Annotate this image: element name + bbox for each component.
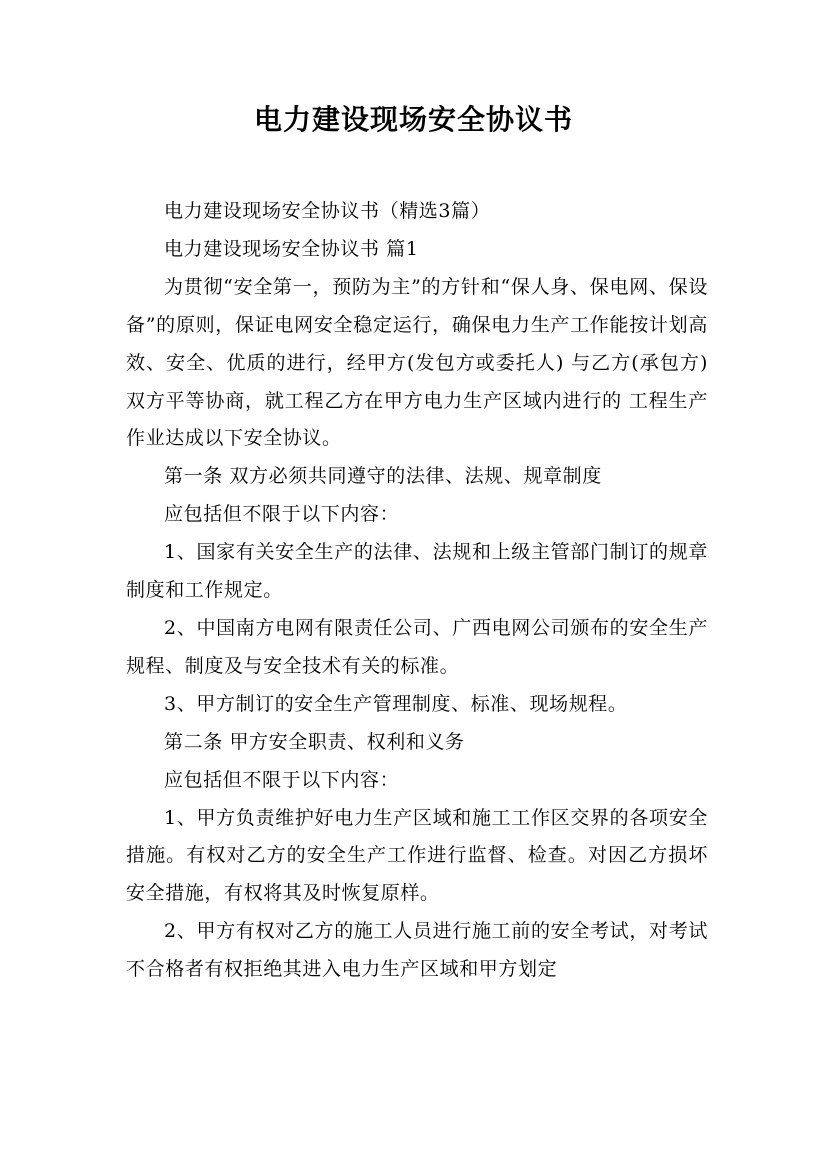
article-two-heading: 第二条 甲方安全职责、权利和义务 [164, 730, 465, 753]
list-item: 1、国家有关安全生产的法律、法规和上级主管部门制订的规章制度和工作规定。 [126, 541, 708, 602]
article-one-heading: 第一条 双方必须共同遵守的法律、法规、规章制度 [164, 465, 602, 488]
paragraph-scope: 应包括但不限于以下内容： [164, 768, 400, 791]
document-title: 电力建设现场安全协议书 [253, 103, 573, 136]
paragraph-scope: 应包括但不限于以下内容： [164, 503, 400, 526]
document-body [126, 193, 708, 989]
paragraph-section-heading: 电力建设现场安全协议书 篇1 [164, 237, 419, 260]
paragraph-intro: 为贯彻“安全第一，预防为主”的方针和“保人身、保电网、保设备”的原则，保证电网安全稳定运行，确保电力生产工作能按计划高效、安全、优质的进行，经甲方(发包方或委托人) 与乙方(承包方) 双方平等协商，就工程乙方在甲方电力生产区域内进行的 工程生产作业达成以下安全协议。 [126, 275, 708, 450]
paragraph-subtitle: 电力建设现场安全协议书（精选3篇） [164, 200, 491, 222]
list-item: 2、甲方有权对乙方的施工人员进行施工前的安全考试，对考试不合格者有权拒绝其进入电力生产区域和甲方划定 [126, 920, 708, 981]
list-item: 2、中国南方电网有限责任公司、广西电网公司颁布的安全生产规程、制度及与安全技术有关的标准。 [126, 616, 708, 677]
list-item: 1、甲方负责维护好电力生产区域和施工工作区交界的各项安全措施。有权对乙方的安全生产工作进行监督、检查。对因乙方损坏安全措施，有权将其及时恢复原样。 [126, 806, 708, 905]
list-item: 3、甲方制订的安全生产管理制度、标准、现场规程。 [164, 692, 628, 715]
